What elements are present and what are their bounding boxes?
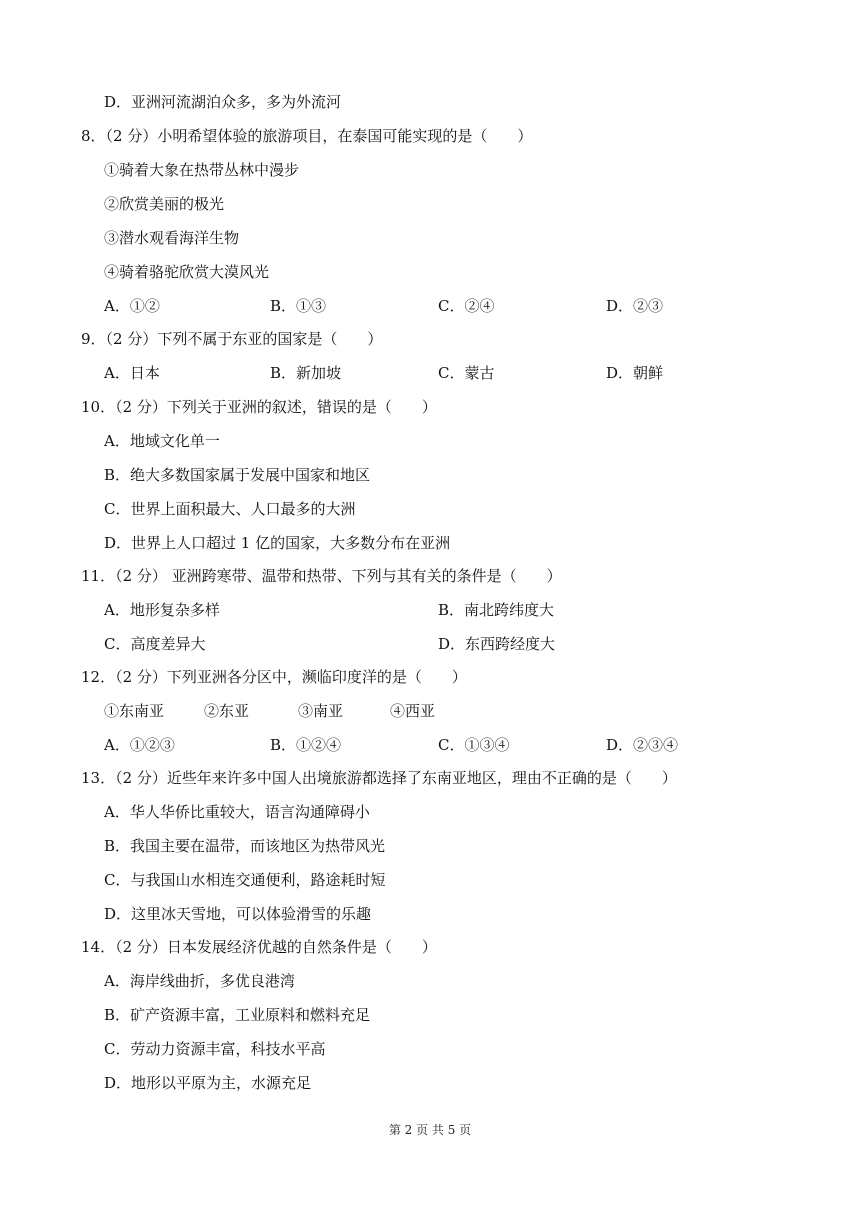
q13-option-b: B．我国主要在温带，而该地区为热带风光 bbox=[104, 837, 386, 855]
q10-option-a: A．地域文化单一 bbox=[104, 432, 220, 450]
q12-stem: 12．（2 分）下列亚洲各分区中，濒临印度洋的是（ ） bbox=[81, 668, 467, 686]
q9-option-d: D．朝鲜 bbox=[606, 364, 664, 382]
q10-option-b: B．绝大多数国家属于发展中国家和地区 bbox=[104, 466, 371, 484]
q8-item-3: ③潜水观看海洋生物 bbox=[104, 229, 240, 247]
page-number-footer: 第 2 页 共 5 页 bbox=[388, 1123, 472, 1137]
q12-option-a: A．①②③ bbox=[104, 736, 175, 754]
q9-option-a: A．日本 bbox=[104, 364, 160, 382]
q13-option-d: D．这里冰天雪地，可以体验滑雪的乐趣 bbox=[104, 905, 372, 923]
q12-item-4: ④西亚 bbox=[390, 702, 436, 720]
q14-option-c: C．劳动力资源丰富，科技水平高 bbox=[104, 1040, 326, 1058]
q9-option-c: C．蒙古 bbox=[438, 364, 495, 382]
q9-option-b: B．新加坡 bbox=[270, 364, 342, 382]
q11-option-a: A．地形复杂多样 bbox=[104, 601, 220, 619]
q12-option-d: D．②③④ bbox=[606, 736, 679, 754]
q8-item-4: ④骑着骆驼欣赏大漠风光 bbox=[104, 263, 270, 281]
q11-option-d: D．东西跨经度大 bbox=[438, 635, 556, 653]
q14-option-b: B．矿产资源丰富，工业原料和燃料充足 bbox=[104, 1006, 371, 1024]
q9-stem: 9．（2 分）下列不属于东亚的国家是（ ） bbox=[81, 330, 383, 348]
q12-item-1: ①东南亚 bbox=[104, 702, 165, 720]
q11-stem: 11．（2 分） 亚洲跨寒带、温带和热带、下列与其有关的条件是（ ） bbox=[81, 567, 562, 585]
q14-option-d: D．地形以平原为主，水源充足 bbox=[104, 1074, 312, 1092]
q8-stem: 8．（2 分）小明希望体验的旅游项目，在泰国可能实现的是（ ） bbox=[81, 127, 533, 145]
q8-option-c: C．②④ bbox=[438, 297, 495, 315]
q10-option-c: C．世界上面积最大、人口最多的大洲 bbox=[104, 500, 356, 518]
q10-option-d: D．世界上人口超过 1 亿的国家，大多数分布在亚洲 bbox=[104, 534, 451, 552]
q8-option-a: A．①② bbox=[104, 297, 160, 315]
q11-option-b: B．南北跨纬度大 bbox=[438, 601, 555, 619]
q11-option-c: C．高度差异大 bbox=[104, 635, 206, 653]
q12-option-c: C．①③④ bbox=[438, 736, 510, 754]
q12-option-b: B．①②④ bbox=[270, 736, 342, 754]
q8-option-b: B．①③ bbox=[270, 297, 327, 315]
q10-stem: 10．（2 分）下列关于亚洲的叙述，错误的是（ ） bbox=[81, 398, 437, 416]
q14-option-a: A．海岸线曲折，多优良港湾 bbox=[104, 972, 295, 990]
q14-stem: 14．（2 分）日本发展经济优越的自然条件是（ ） bbox=[81, 938, 437, 956]
q12-item-2: ②东亚 bbox=[204, 702, 250, 720]
q8-option-d: D．②③ bbox=[606, 297, 664, 315]
q8-item-2: ②欣赏美丽的极光 bbox=[104, 195, 225, 213]
q13-stem: 13．（2 分）近些年来许多中国人出境旅游都选择了东南亚地区，理由不正确的是（ ） bbox=[81, 769, 677, 787]
q12-item-3: ③南亚 bbox=[298, 702, 344, 720]
q8-item-1: ①骑着大象在热带丛林中漫步 bbox=[104, 161, 300, 179]
q13-option-c: C．与我国山水相连交通便利，路途耗时短 bbox=[104, 871, 386, 889]
q7-option-d: D．亚洲河流湖泊众多，多为外流河 bbox=[104, 93, 342, 111]
q13-option-a: A．华人华侨比重较大，语言沟通障碍小 bbox=[104, 803, 370, 821]
